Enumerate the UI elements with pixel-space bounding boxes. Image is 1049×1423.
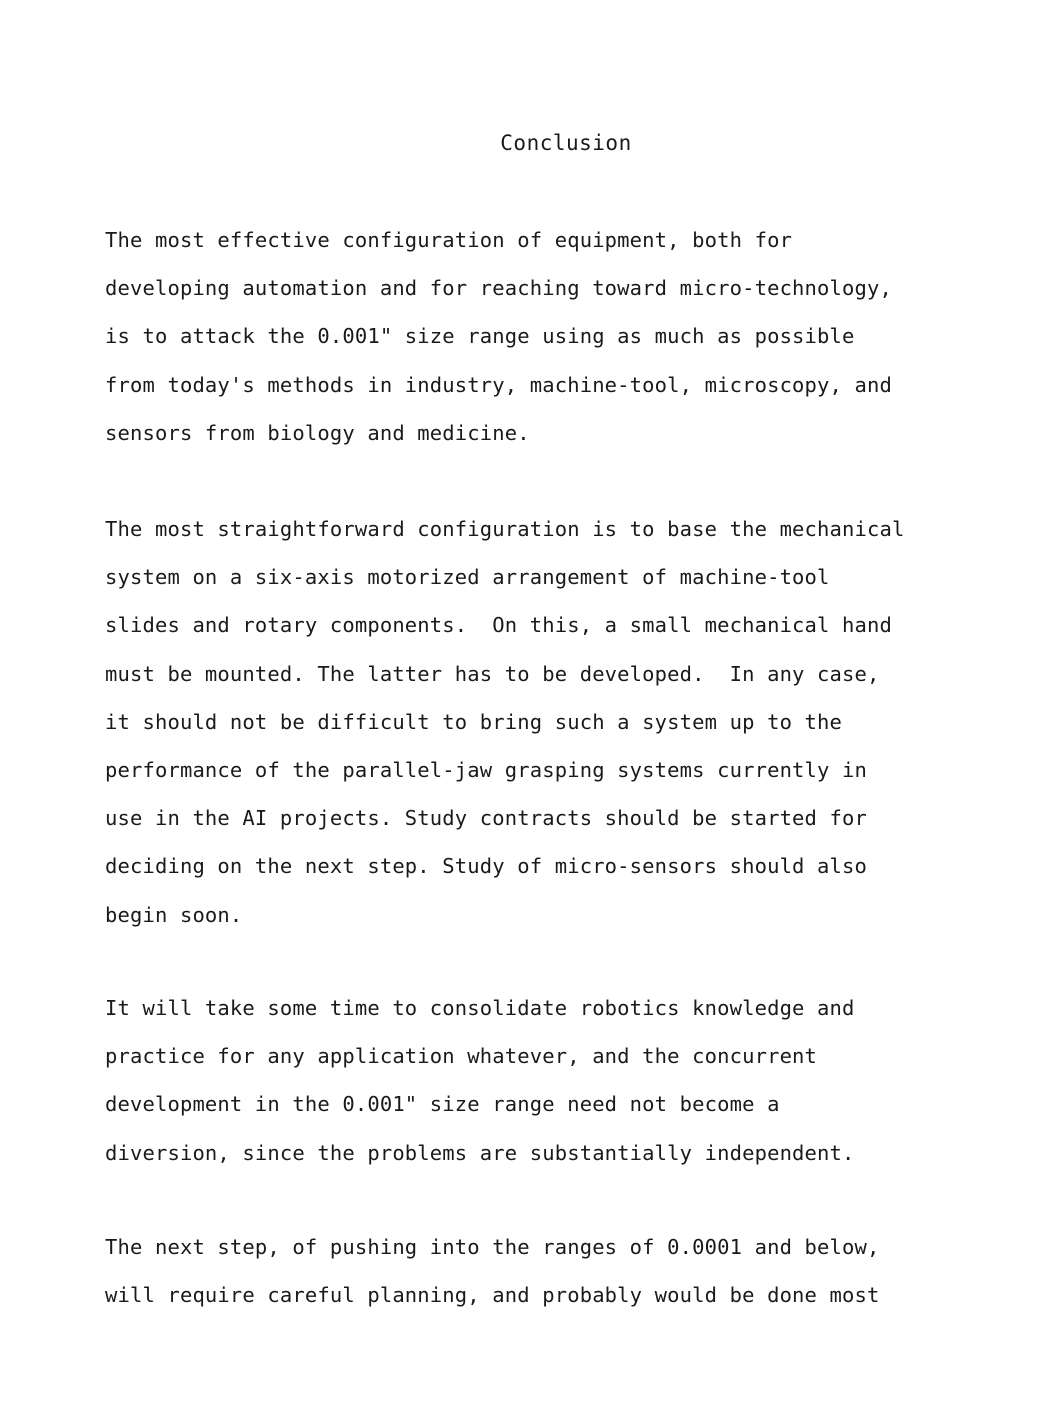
text-line: diversion, since the problems are substantially independent. [105,1140,855,1165]
text-line: deciding on the next step. Study of micro-sensors should also [105,854,868,879]
text-line: is to attack the 0.001" size range using as much as possible [105,324,855,349]
text-line: development in the 0.001" size range need not become a [105,1092,780,1117]
page-title: Conclusion [500,131,632,155]
text-line: The next step, of pushing into the ranges of 0.0001 and below, [105,1235,880,1259]
text-line: slides and rotary components. On this, a small mechanical hand [105,613,892,638]
paragraph-2 [105,505,905,939]
text-line: use in the AI projects. Study contracts should be started for [105,806,868,831]
text-line: it should not be difficult to bring such a system up to the [105,709,843,734]
text-line: developing automation and for reaching toward micro-technology, [105,276,892,301]
text-line: begin soon. [105,902,243,927]
paragraph-4 [105,1223,880,1319]
paragraph-3 [105,984,855,1177]
text-line: The most effective configuration of equipment, both for [105,228,793,252]
text-line: sensors from biology and medicine. [105,420,530,445]
text-line: The most straightforward configuration is to base the mechanical [105,517,905,541]
text-line: It will take some time to consolidate robotics knowledge and [105,996,855,1020]
text-line: performance of the parallel-jaw grasping systems currently in [105,758,868,783]
text-line: will require careful planning, and probably would be done most [105,1283,880,1308]
text-line: practice for any application whatever, and the concurrent [105,1044,818,1069]
text-line: must be mounted. The latter has to be developed. In any case, [105,661,880,686]
text-line: system on a six-axis motorized arrangement of machine-tool [105,565,830,590]
paragraph-1 [105,216,892,457]
text-line: from today's methods in industry, machine-tool, microscopy, and [105,372,892,397]
